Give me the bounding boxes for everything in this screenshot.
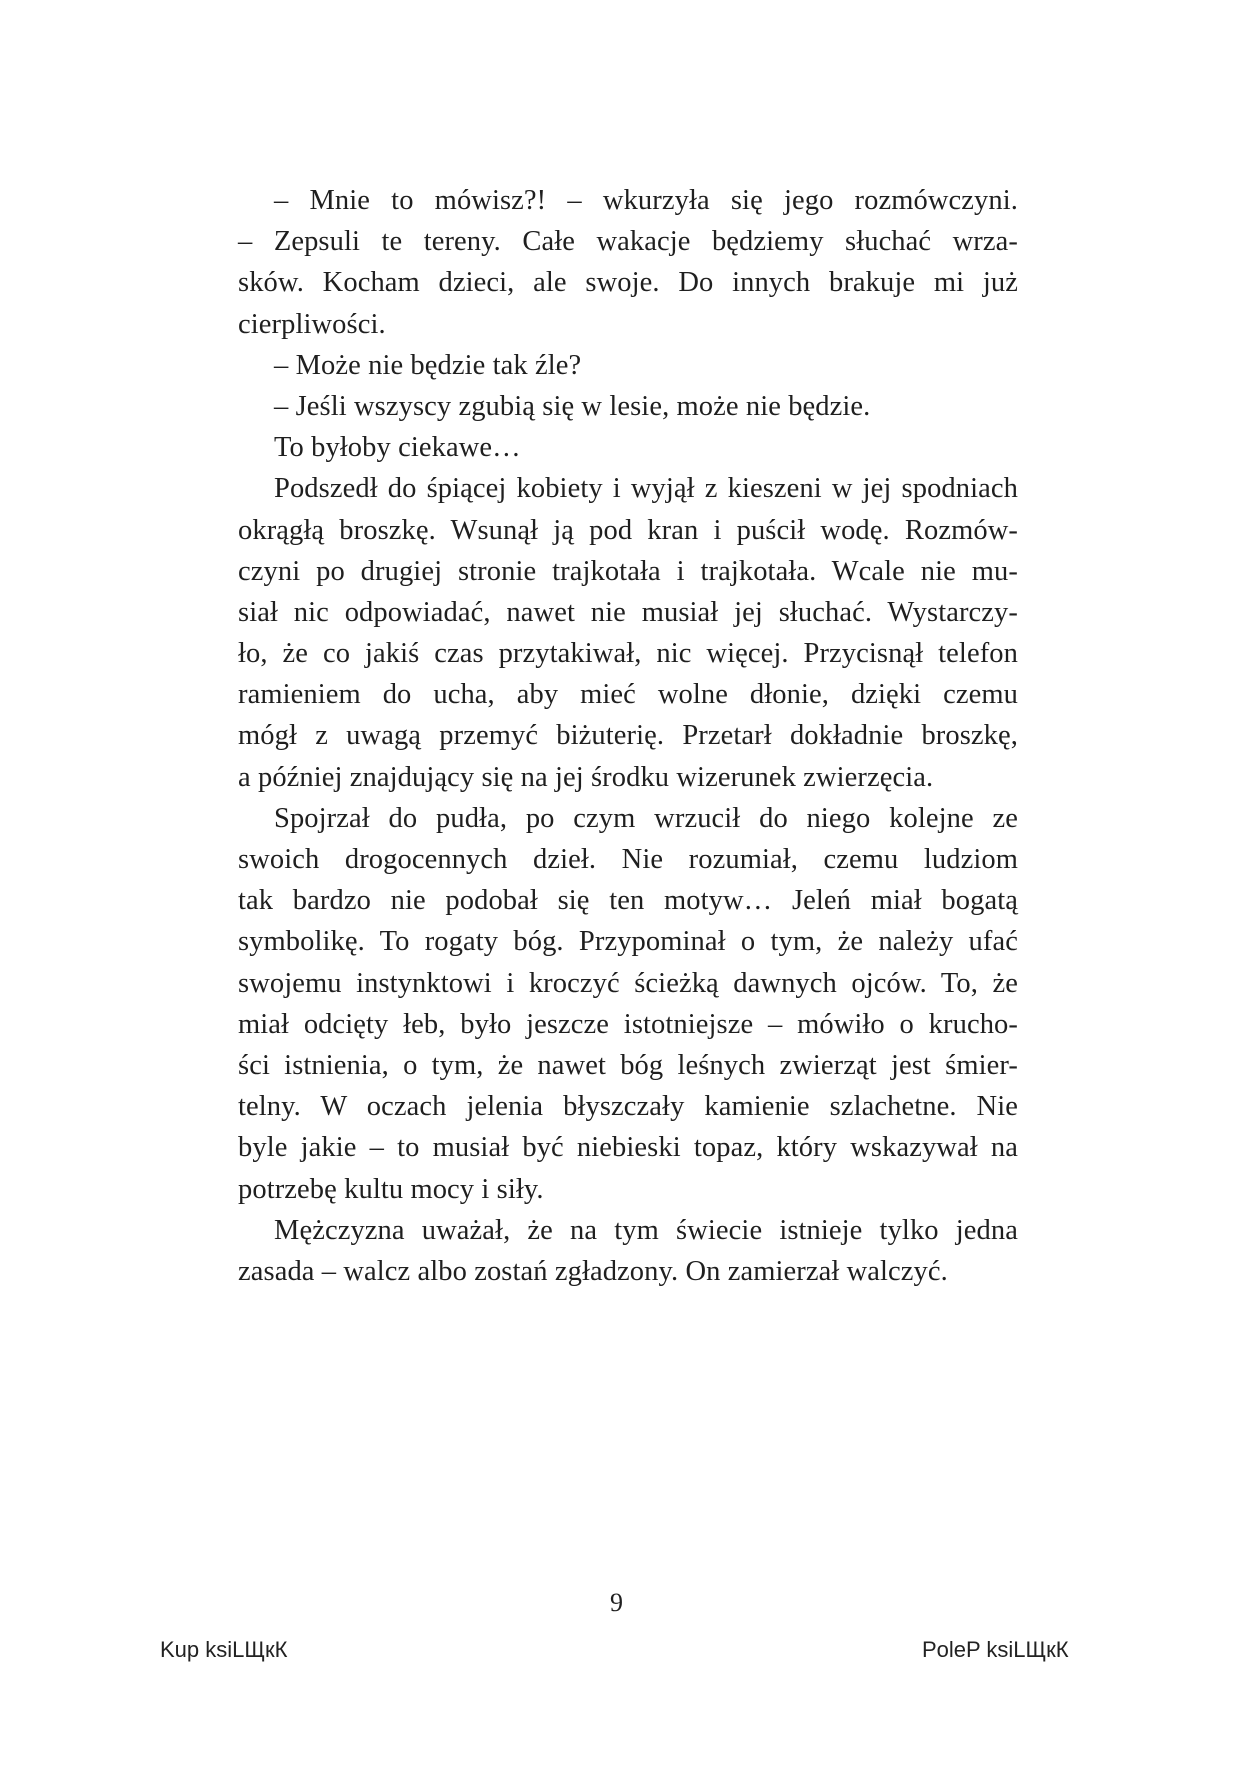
text-line: zasada – walcz albo zostań zgładzony. On zamierzał walczyć. [238,1255,948,1287]
text-line: sków. Kocham dzieci, ale swoje. Do innych brakuje mi już [238,267,1018,299]
page-number: 9 [610,1588,623,1617]
text-line: To byłoby ciekawe… [274,432,521,464]
text-line: byle jakie – to musiał być niebieski topaz, który wskazywał na [238,1132,1018,1164]
text-line: swoich drogocennych dzieł. Nie rozumiał, czemu ludziom [238,844,1018,875]
recommend-book-link[interactable]: PoleP ksiLЩкК [922,1637,1069,1662]
text-line: Mężczyzna uważał, że na tym świecie istnieje tylko jedna [274,1214,1018,1246]
text-line: ło, że co jakiś czas przytakiwał, nic więcej. Przycisnął telefon [238,638,1018,670]
text-line: miał odcięty łeb, było jeszcze istotniejsze – mówiło o krucho- [238,1008,1018,1040]
text-line: – Jeśli wszyscy zgubią się w lesie, może nie będzie. [274,390,871,422]
text-line: telny. W oczach jelenia błyszczały kamienie szlachetne. Nie [238,1091,1018,1123]
text-line: Podszedł do śpiącej kobiety i wyjął z kieszeni w jej spodniach [274,473,1018,505]
text-line: mógł z uwagą przemyć biżuterię. Przetarł dokładnie broszkę, [238,720,1018,752]
text-line: – Może nie będzie tak źle? [274,349,582,381]
text-line: a później znajdujący się na jej środku wizerunek zwierzęcia. [238,761,934,793]
text-line: siał nic odpowiadać, nawet nie musiał jej słuchać. Wystarczy- [238,596,1018,628]
text-line: Spojrzał do pudła, po czym wrzucił do niego kolejne ze [274,802,1018,834]
text-line: swojemu instynktowi i kroczyć ścieżką dawnych ojców. To, że [238,967,1018,999]
body-text [238,180,1018,1292]
buy-book-link[interactable]: Kup ksiLЩкК [160,1637,288,1662]
text-line: – Zepsuli te tereny. Całe wakacje będziemy słuchać wrza- [238,226,1018,258]
text-line: tak bardzo nie podobał się ten motyw… Jeleń miał bogatą [238,885,1018,917]
text-line: czyni po drugiej stronie trajkotała i trajkotała. Wcale nie mu- [238,555,1018,587]
text-line: – Mnie to mówisz?! – wkurzyła się jego rozmówczyni. [274,185,1018,216]
text-line: okrągłą broszkę. Wsunął ją pod kran i puścił wodę. Rozmów- [238,514,1018,546]
text-line: potrzebę kultu mocy i siły. [238,1173,544,1205]
text-line: cierpliwości. [238,308,386,340]
text-line: ramieniem do ucha, aby mieć wolne dłonie, dzięki czemu [238,679,1018,711]
text-line: symbolikę. To rogaty bóg. Przypominał o tym, że należy ufać [238,926,1018,958]
text-line: ści istnienia, o tym, że nawet bóg leśnych zwierząt jest śmier- [238,1049,1018,1081]
